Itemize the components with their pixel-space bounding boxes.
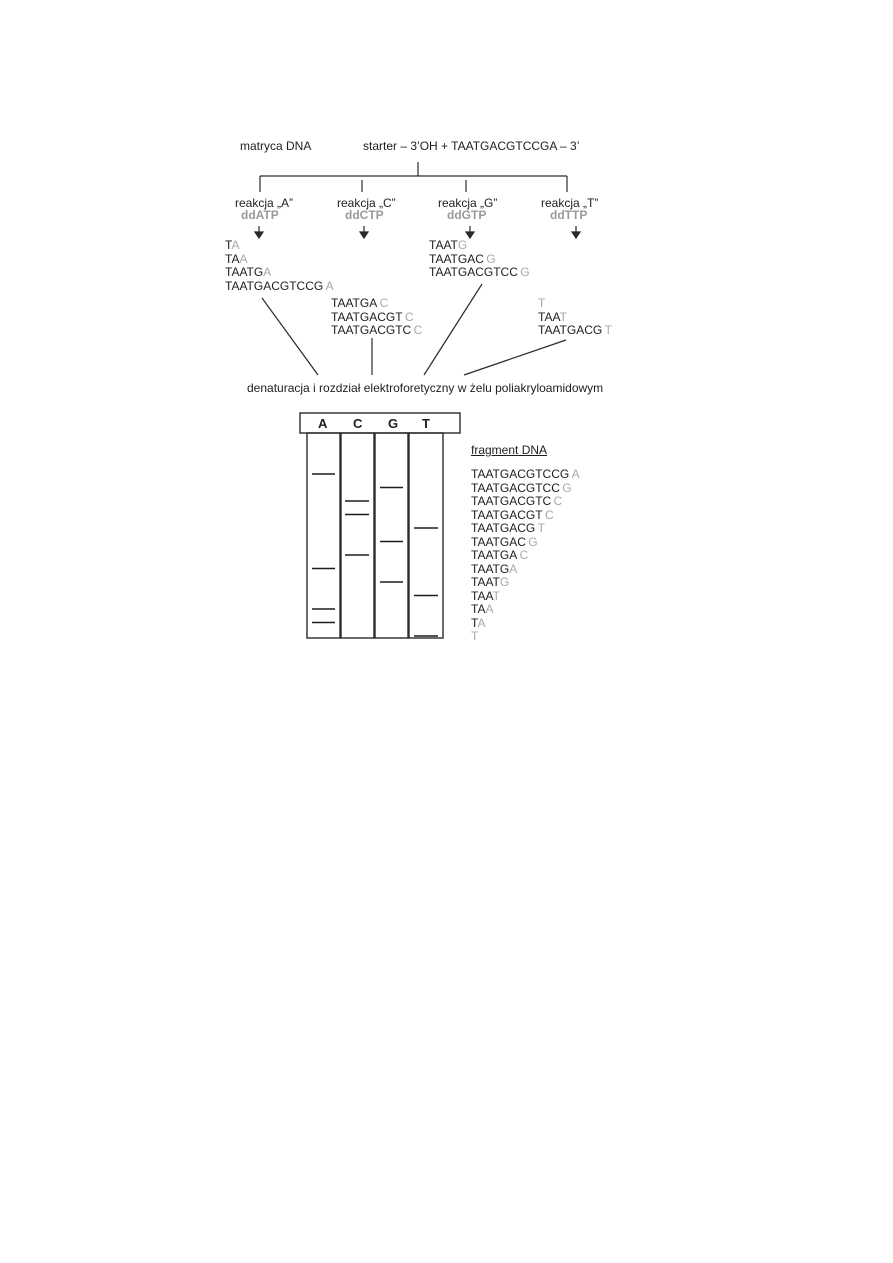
gel.fragments-item bbox=[471, 617, 580, 631]
fragment-base: TA bbox=[471, 602, 486, 616]
reaction-g-fragments bbox=[429, 239, 530, 280]
fragment-terminal-base: T bbox=[538, 296, 546, 310]
reactions.1.fragments-item bbox=[331, 297, 422, 311]
fragment-base: TAATGACGTCC bbox=[471, 480, 560, 495]
fragment-base: T bbox=[225, 238, 232, 252]
fragment-terminal-base: G bbox=[517, 265, 530, 279]
fragment-terminal-base: A bbox=[323, 278, 334, 293]
reactions.0.fragments-item bbox=[225, 239, 334, 253]
gel.fragments-item bbox=[471, 482, 580, 496]
fragment-base: TAAT bbox=[429, 238, 458, 252]
reaction-g-ddntp: ddGTP bbox=[447, 208, 487, 222]
fragment-terminal-base: T bbox=[492, 588, 500, 603]
reactions.3.fragments-item bbox=[538, 297, 612, 311]
reaction-g-label: reakcja „G” bbox=[438, 196, 498, 210]
gel.fragments-item bbox=[471, 536, 580, 550]
fragment-base: TA bbox=[225, 251, 240, 266]
gel.fragments-item bbox=[471, 509, 580, 523]
fragment-base: T bbox=[471, 615, 478, 630]
gel.fragments-item bbox=[471, 468, 580, 482]
fragment-terminal-base: C bbox=[551, 494, 563, 508]
gel.fragments-item bbox=[471, 495, 580, 509]
fragment-terminal-base: T bbox=[559, 309, 567, 324]
fragment-terminal-base: A bbox=[477, 615, 486, 630]
fragment-base: TAATGAC bbox=[471, 534, 526, 549]
gel-fragment-list bbox=[471, 468, 580, 644]
reactions.0.fragments-item bbox=[225, 280, 334, 294]
reaction-c-label: reakcja „C” bbox=[337, 196, 396, 210]
fragment-terminal-base: A bbox=[569, 467, 580, 481]
fragment-terminal-base: G bbox=[457, 238, 468, 252]
reaction-a-label: reakcja „A” bbox=[235, 196, 294, 210]
fragment-base: TAATGACGTC bbox=[331, 323, 412, 337]
fragment-base: TAATGACG bbox=[471, 521, 536, 535]
fragment-base: TAATGACG bbox=[538, 323, 603, 337]
reactions.2.fragments-item bbox=[429, 253, 530, 267]
fragment-base: TAATGA bbox=[471, 548, 518, 562]
fragment-base: TAATGACGTC bbox=[471, 494, 552, 508]
fragment-terminal-base: G bbox=[559, 480, 572, 495]
fragment-terminal-base: T bbox=[602, 323, 612, 337]
reaction-t-fragments bbox=[538, 297, 612, 338]
reactions.1.fragments-item bbox=[331, 324, 422, 338]
gel.fragments-item bbox=[471, 603, 580, 617]
fragment-terminal-base: A bbox=[485, 602, 494, 616]
fragment-base: TAATG bbox=[225, 265, 264, 279]
gel.fragments-item bbox=[471, 522, 580, 536]
gel.fragments-item bbox=[471, 549, 580, 563]
denaturation-label: denaturacja i rozdział elektroforetyczny w żelu poliakryloamidowym bbox=[247, 381, 604, 395]
fragment-base: TAATGACGTCCG bbox=[471, 467, 570, 481]
fragment-base: TAATGAC bbox=[429, 251, 484, 266]
fragment-base: TAATG bbox=[471, 561, 510, 576]
reactions.2.fragments-item bbox=[429, 239, 530, 253]
fragment-terminal-base: C bbox=[402, 309, 414, 324]
fragment-terminal-base: A bbox=[509, 561, 518, 576]
gel.fragments-item bbox=[471, 563, 580, 577]
primer-label: starter – 3’OH + TAATGACGTCCGA – 3’ bbox=[363, 139, 580, 153]
fragment-base: TAATGACGT bbox=[471, 507, 543, 522]
fragment-base: TAATGACGTCCG bbox=[225, 278, 324, 293]
fragment-base: TAATGACGTCC bbox=[429, 265, 518, 279]
gel.fragments-item bbox=[471, 590, 580, 604]
fragment-terminal-base: G bbox=[483, 251, 496, 266]
fragment-terminal-base: C bbox=[411, 323, 423, 337]
lane-header-g: G bbox=[388, 416, 399, 431]
reaction-a-ddntp: ddATP bbox=[241, 208, 279, 222]
reactions.3.fragments-item bbox=[538, 311, 612, 325]
reaction-t-label: reakcja „T” bbox=[541, 196, 599, 210]
fragment-base: TAAT bbox=[471, 575, 500, 589]
reaction-a-fragments bbox=[225, 239, 334, 293]
reaction-t-ddntp: ddTTP bbox=[550, 208, 588, 222]
reactions.1.fragments-item bbox=[331, 311, 422, 325]
fragment-terminal-base: G bbox=[499, 575, 510, 589]
lane-header-c: C bbox=[353, 416, 363, 431]
fragment-terminal-base: G bbox=[525, 534, 538, 549]
fragment-terminal-base: T bbox=[535, 521, 545, 535]
lane-header-a: A bbox=[318, 416, 328, 431]
fragment-terminal-base: C bbox=[377, 296, 389, 310]
fragment-base: TAA bbox=[471, 588, 493, 603]
reaction-c-fragments bbox=[331, 297, 422, 338]
fragment-terminal-base: C bbox=[542, 507, 554, 522]
fragment-terminal-base: C bbox=[517, 548, 529, 562]
fragment-terminal-base: A bbox=[263, 265, 272, 279]
fragment-terminal-base: A bbox=[231, 238, 240, 252]
fragment-terminal-base: T bbox=[471, 629, 479, 643]
reactions.0.fragments-item bbox=[225, 266, 334, 280]
fragment-base: TAA bbox=[538, 309, 560, 324]
reactions.2.fragments-item bbox=[429, 266, 530, 280]
gel.fragments-item bbox=[471, 576, 580, 590]
fragment-base: TAATGA bbox=[331, 296, 378, 310]
reactions.0.fragments-item bbox=[225, 253, 334, 267]
fragment-terminal-base: A bbox=[239, 251, 248, 266]
reactions.3.fragments-item bbox=[538, 324, 612, 338]
fragment-base: TAATGACGT bbox=[331, 309, 403, 324]
template-label: matryca DNA bbox=[240, 139, 312, 153]
gel.fragments-item bbox=[471, 630, 580, 644]
gel-legend-title: fragment DNA bbox=[471, 443, 548, 457]
reaction-c-ddntp: ddCTP bbox=[345, 208, 384, 222]
lane-header-t: T bbox=[422, 416, 430, 431]
